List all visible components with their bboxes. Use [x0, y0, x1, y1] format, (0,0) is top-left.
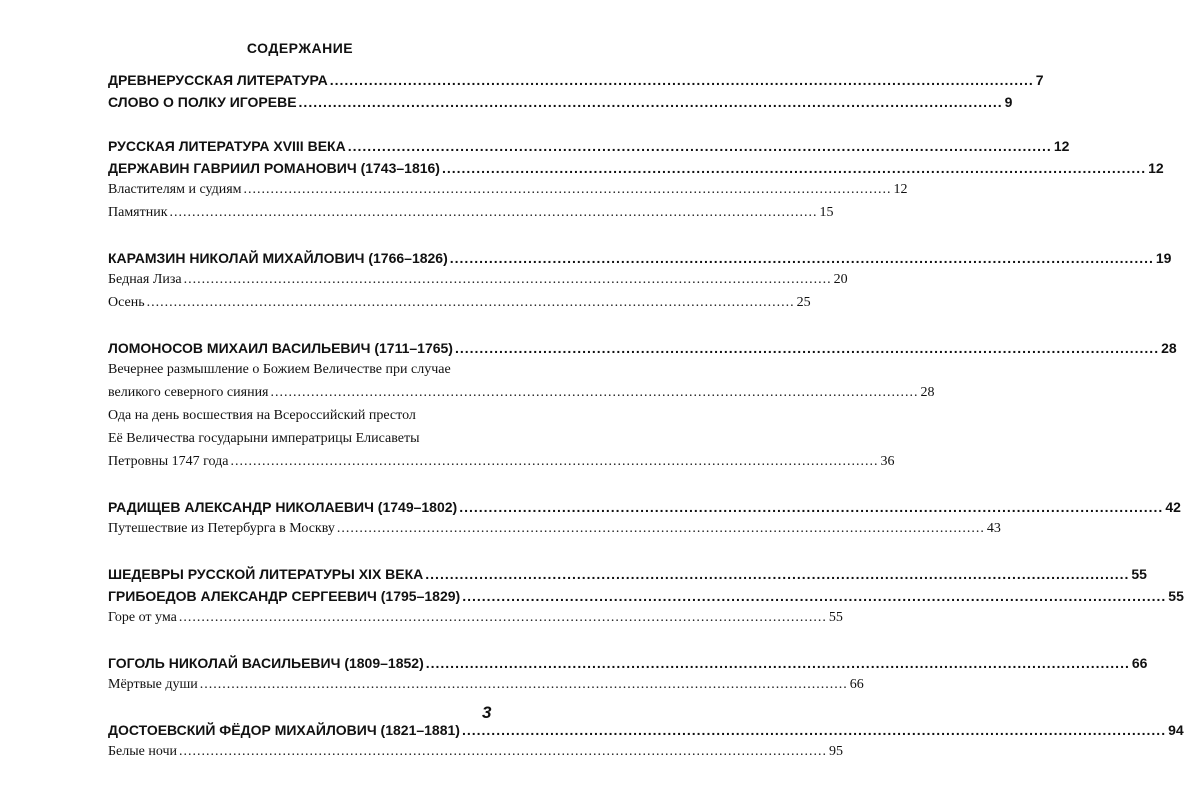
toc-section — [108, 566, 1184, 633]
toc-entry-title: ЛОМОНОСОВ МИХАИЛ ВАСИЛЬЕВИЧ (1711–1765) — [108, 340, 453, 356]
toc-heading-entry[interactable] — [108, 138, 1070, 160]
toc-entry-title: великого северного сияния — [108, 385, 269, 400]
toc-entry-title: ДРЕВНЕРУССКАЯ ЛИТЕРАТУРА — [108, 72, 328, 88]
toc-heading-entry[interactable] — [108, 566, 1147, 588]
dot-leader — [442, 160, 1146, 176]
dot-leader — [244, 182, 892, 198]
toc-entry-title: ШЕДЕВРЫ РУССКОЙ ЛИТЕРАТУРЫ XIX ВЕКА — [108, 566, 424, 582]
toc-entry-page: 19 — [1155, 250, 1172, 266]
dot-leader — [271, 385, 919, 401]
dot-leader — [170, 205, 818, 221]
toc-entry[interactable] — [108, 431, 498, 454]
dot-leader — [425, 566, 1129, 582]
dot-leader — [337, 521, 985, 537]
toc-entry-page: 55 — [1168, 588, 1184, 604]
toc-entry[interactable] — [108, 362, 498, 385]
toc-entry-page: 43 — [986, 521, 1001, 536]
toc-entry-page: 36 — [880, 454, 895, 469]
toc-entry-page: 55 — [828, 610, 843, 625]
toc-entry[interactable] — [108, 385, 935, 408]
dot-leader — [462, 588, 1166, 604]
toc-entry-title: Властителям и судиям — [108, 182, 242, 197]
dot-leader — [200, 677, 848, 693]
dot-leader — [330, 72, 1034, 88]
toc-section — [108, 72, 1044, 116]
toc-entry[interactable] — [108, 408, 498, 431]
toc-section — [108, 722, 1184, 767]
toc-entry-title: Белые ночи — [108, 744, 178, 759]
page-number: 3 — [482, 703, 492, 722]
toc-entry[interactable] — [108, 677, 864, 700]
toc-entry-title: Ода на день восшествия на Всероссийский престол — [108, 408, 416, 423]
toc-section — [108, 138, 1164, 228]
toc-entry-title: Осень — [108, 295, 145, 310]
toc-entry[interactable] — [108, 454, 895, 477]
dot-leader — [450, 250, 1154, 266]
toc-entry-title: Вечернее размышление о Божием Величестве при случае — [108, 362, 451, 377]
toc-entry-page: 28 — [920, 385, 935, 400]
toc-entry-page: 12 — [893, 182, 908, 197]
toc-entry-page: 95 — [829, 744, 844, 759]
toc-entry-page: 66 — [849, 677, 864, 692]
toc-entry[interactable] — [108, 610, 843, 633]
toc-heading-entry[interactable] — [108, 250, 1172, 272]
dot-leader — [184, 272, 832, 288]
toc-entry-page: 66 — [1131, 655, 1148, 671]
toc-heading-entry[interactable] — [108, 588, 1184, 610]
toc-section — [108, 250, 1172, 318]
toc-heading-entry[interactable] — [108, 340, 1177, 362]
toc-entry[interactable] — [108, 521, 1001, 544]
table-of-contents — [108, 72, 1184, 789]
toc-entry-page: 7 — [1035, 72, 1044, 88]
toc-section — [108, 340, 1177, 477]
toc-heading-entry[interactable] — [108, 499, 1181, 521]
toc-heading-entry[interactable] — [108, 160, 1164, 182]
toc-heading-entry[interactable] — [108, 94, 1013, 116]
toc-entry-title: Мёртвые души — [108, 677, 198, 692]
toc-entry-page: 28 — [1161, 340, 1177, 356]
toc-section — [108, 499, 1181, 544]
toc-entry-page: 25 — [796, 295, 811, 310]
toc-entry-page: 15 — [819, 205, 834, 220]
toc-entry[interactable] — [108, 182, 908, 205]
toc-heading-entry[interactable] — [108, 655, 1148, 677]
toc-entry-title: ГОГОЛЬ НИКОЛАЙ ВАСИЛЬЕВИЧ (1809–1852) — [108, 655, 424, 671]
toc-entry-title: РАДИЩЕВ АЛЕКСАНДР НИКОЛАЕВИЧ (1749–1802) — [108, 499, 458, 515]
toc-entry-page: 55 — [1131, 566, 1147, 582]
toc-entry-title: Памятник — [108, 205, 168, 220]
toc-entry-page: 12 — [1148, 160, 1164, 176]
toc-entry-title: СЛОВО О ПОЛКУ ИГОРЕВЕ — [108, 94, 297, 110]
toc-title: СОДЕРЖАНИЕ — [246, 40, 354, 56]
toc-section — [108, 655, 1148, 700]
dot-leader — [455, 340, 1159, 356]
toc-entry-title: ДОСТОЕВСКИЙ ФЁДОР МИХАЙЛОВИЧ (1821–1881) — [108, 722, 460, 738]
toc-entry-page: 12 — [1053, 138, 1070, 154]
dot-leader — [179, 610, 827, 626]
toc-entry-title: ДЕРЖАВИН ГАВРИИЛ РОМАНОВИЧ (1743–1816) — [108, 160, 440, 176]
toc-entry-title: КАРАМЗИН НИКОЛАЙ МИХАЙЛОВИЧ (1766–1826) — [108, 250, 448, 266]
toc-entry-title: Горе от ума — [108, 610, 177, 625]
toc-entry-title: Её Величества государыни императрицы Елисаветы — [108, 431, 420, 446]
toc-entry[interactable] — [108, 272, 848, 295]
toc-heading-entry[interactable] — [108, 722, 1184, 744]
toc-entry-title: Путешествие из Петербурга в Москву — [108, 521, 335, 536]
dot-leader — [299, 94, 1003, 110]
toc-entry-title: Петровны 1747 года — [108, 454, 229, 469]
dot-leader — [426, 655, 1130, 671]
toc-heading-entry[interactable] — [108, 72, 1044, 94]
toc-entry-page: 9 — [1004, 94, 1013, 110]
toc-entry[interactable] — [108, 295, 811, 318]
toc-entry[interactable] — [108, 205, 834, 228]
toc-entry-page: 42 — [1165, 499, 1181, 515]
dot-leader — [348, 138, 1052, 154]
dot-leader — [230, 454, 878, 470]
toc-entry-title: РУССКАЯ ЛИТЕРАТУРА XVIII ВЕКА — [108, 138, 346, 154]
toc-entry-page: 20 — [833, 272, 848, 287]
dot-leader — [179, 744, 827, 760]
toc-entry-title: ГРИБОЕДОВ АЛЕКСАНДР СЕРГЕЕВИЧ (1795–1829) — [108, 588, 461, 604]
dot-leader — [459, 499, 1163, 515]
dot-leader — [462, 722, 1166, 738]
dot-leader — [147, 295, 795, 311]
toc-entry[interactable] — [108, 744, 844, 767]
toc-entry-page: 94 — [1168, 722, 1184, 738]
toc-entry-title: Бедная Лиза — [108, 272, 182, 287]
